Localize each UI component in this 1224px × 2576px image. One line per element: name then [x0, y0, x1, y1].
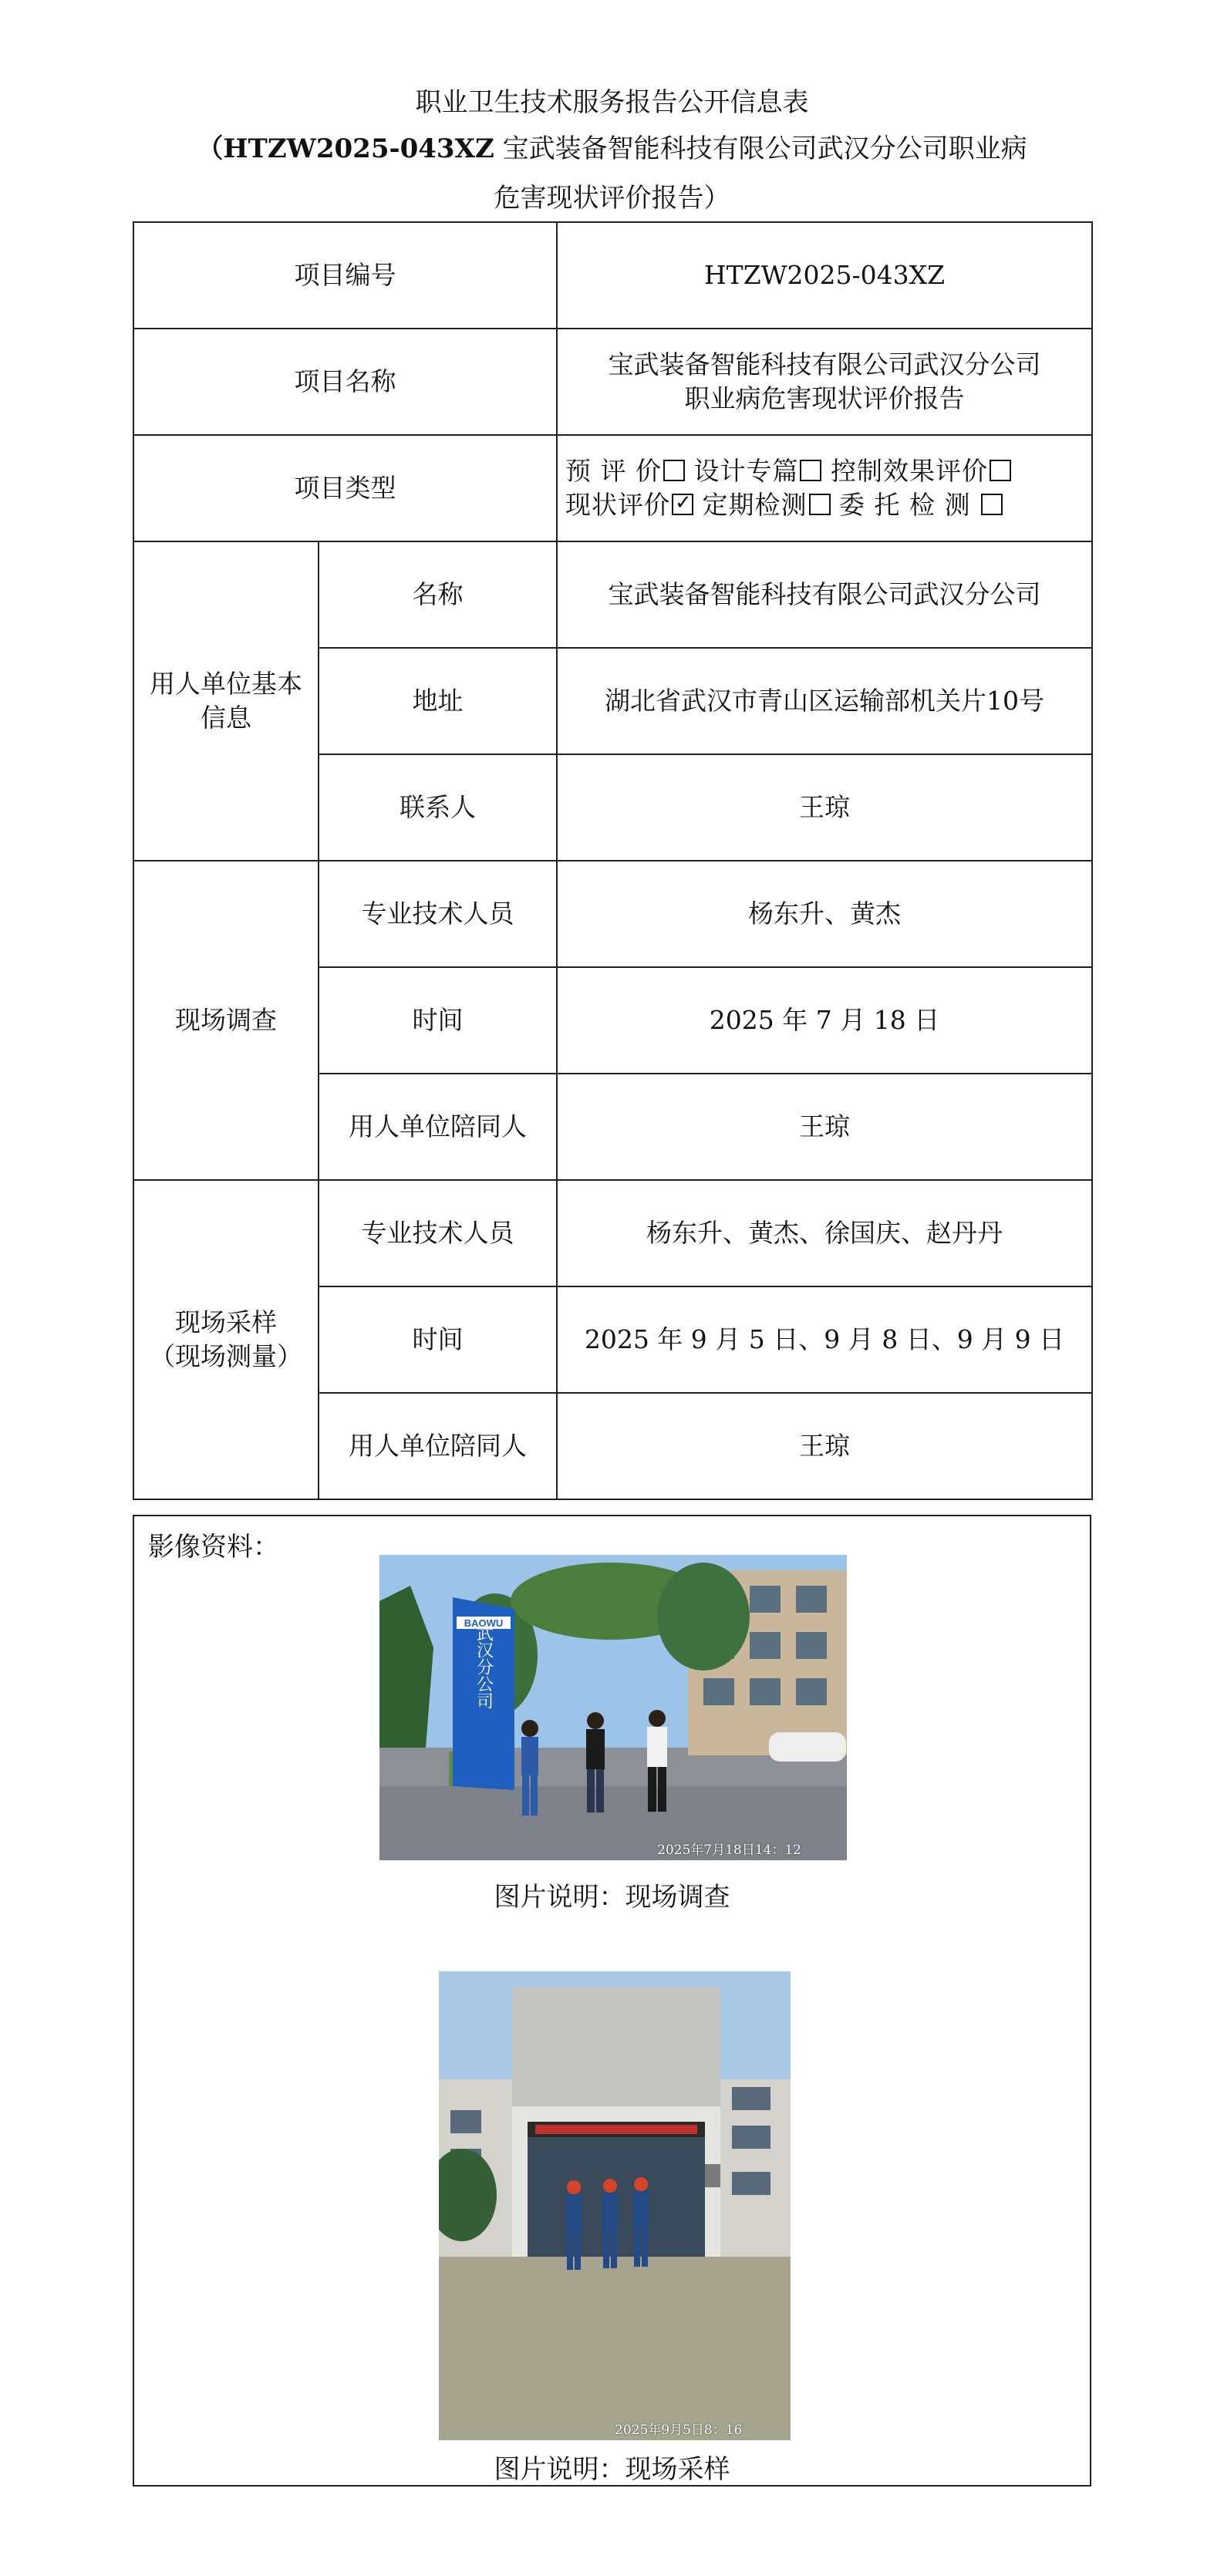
project-name-line1: 宝武装备智能科技有限公司武汉分公司 [608, 349, 1041, 379]
sampling-time-value: 2025 年 9 月 5 日、9 月 8 日、9 月 9 日 [557, 1286, 1092, 1393]
employer-group-label: 用人单位基本信息 [133, 541, 319, 861]
survey-staff-value: 杨东升、黄杰 [557, 861, 1092, 967]
photo-timestamp: 2025年7月18日14：12 [657, 1843, 801, 1858]
survey-escort-value: 王琼 [557, 1074, 1092, 1180]
site-survey-photo [379, 1555, 847, 1860]
address-label: 地址 [319, 648, 557, 754]
survey-group-label: 现场调查 [133, 861, 319, 1180]
document-subtitle-line1 [0, 130, 1224, 168]
project-name-value [557, 329, 1092, 435]
name-value: 宝武装备智能科技有限公司武汉分公司 [557, 541, 1092, 648]
type-line-2 [561, 488, 1088, 522]
checkbox-control[interactable] [990, 460, 1011, 481]
type-line-1 [561, 454, 1088, 488]
image-section [133, 1515, 1091, 2487]
project-type-label: 项目类型 [133, 435, 557, 541]
survey-time-label: 时间 [319, 967, 557, 1074]
table-row [133, 222, 1092, 329]
type-pre-eval: 预 评 价 [565, 456, 662, 486]
site-survey-photo-drawing [379, 1555, 847, 1860]
sampling-escort-value: 王琼 [557, 1393, 1092, 1499]
contact-label: 联系人 [319, 754, 557, 861]
sign-brand-text: BAOWU [464, 1617, 504, 1629]
project-name-line2: 职业病危害现状评价报告 [684, 383, 965, 413]
table-row [133, 541, 1092, 648]
sampling-group-line1: 现场采样 [175, 1307, 277, 1337]
subtitle-rest: 宝武装备智能科技有限公司武汉分公司职业病 [494, 133, 1027, 164]
table-row [133, 329, 1092, 435]
sampling-group-line2: （现场测量） [150, 1341, 302, 1371]
checkbox-pre-eval[interactable] [663, 460, 685, 481]
type-design: 设计专篇 [693, 456, 799, 486]
contact-value: 王琼 [557, 754, 1092, 861]
image-section-label: 影像资料： [148, 1532, 279, 1563]
sampling-staff-value: 杨东升、黄杰、徐国庆、赵丹丹 [557, 1180, 1092, 1286]
address-value: 湖北省武汉市青山区运输部机关片10号 [557, 648, 1092, 754]
photo-caption-survey: 图片说明：现场调查 [494, 1882, 730, 1913]
table-row [133, 1180, 1092, 1286]
checkbox-commission[interactable] [981, 494, 1003, 515]
project-no-label: 项目编号 [133, 222, 557, 329]
sampling-group-label [133, 1180, 319, 1499]
document-title: 职业卫生技术服务报告公开信息表 [415, 87, 809, 118]
name-label: 名称 [319, 541, 557, 648]
sign-main-text: 武汉分公司 [474, 1624, 494, 1709]
project-type-options [557, 435, 1092, 541]
photo-timestamp: 2025年9月5日8：16 [615, 2423, 743, 2438]
sampling-staff-label: 专业技术人员 [319, 1180, 557, 1286]
type-commission: 委 托 检 测 [839, 490, 971, 520]
sampling-escort-label: 用人单位陪同人 [319, 1393, 557, 1499]
project-no-value: HTZW2025-043XZ [557, 222, 1092, 329]
info-table [133, 221, 1093, 1500]
type-control: 控制效果评价 [830, 456, 988, 486]
document-subtitle-line2: 危害现状评价报告） [494, 183, 730, 214]
project-name-label: 项目名称 [133, 329, 557, 435]
sampling-time-label: 时间 [319, 1286, 557, 1393]
checkbox-periodic[interactable] [809, 494, 831, 515]
type-periodic: 定期检测 [702, 490, 808, 520]
checkbox-design[interactable] [800, 460, 821, 481]
checkbox-status-checked[interactable] [672, 494, 693, 515]
table-row [133, 435, 1092, 541]
survey-escort-label: 用人单位陪同人 [319, 1074, 557, 1180]
site-sampling-photo [439, 1971, 791, 2440]
photo-caption-sampling: 图片说明：现场采样 [494, 2454, 730, 2485]
report-code: （HTZW2025-043XZ [197, 133, 494, 164]
type-status: 现状评价 [565, 490, 670, 520]
survey-time-value: 2025 年 7 月 18 日 [557, 967, 1092, 1074]
site-sampling-photo-drawing [439, 1971, 791, 2440]
survey-staff-label: 专业技术人员 [319, 861, 557, 967]
table-row [133, 861, 1092, 967]
